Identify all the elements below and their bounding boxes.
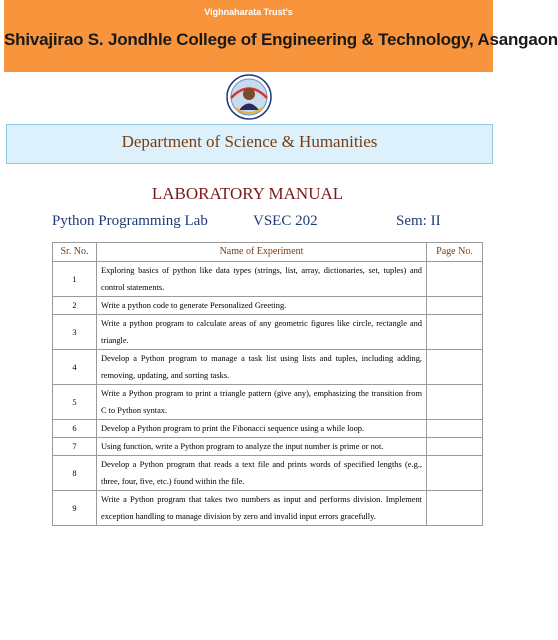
page-no-cell bbox=[427, 297, 483, 315]
table-row bbox=[53, 297, 483, 315]
course-code: VSEC 202 bbox=[253, 213, 318, 229]
trust-name: Vighnaharata Trust's bbox=[204, 7, 293, 17]
experiment-name-cell: Write a python code to generate Personalized Greeting. bbox=[97, 297, 427, 315]
page-no-cell bbox=[427, 385, 483, 420]
manual-title: LABORATORY MANUAL bbox=[151, 184, 344, 203]
experiment-name-cell: Develop a Python program to print the Fibonacci sequence using a while loop. bbox=[97, 420, 427, 438]
table-row bbox=[53, 315, 483, 350]
experiment-name-cell: Write a Python program that takes two numbers as input and performs division. Implement exception handling to manage division by zero and invalid input errors gracefully. bbox=[97, 491, 427, 526]
table-row bbox=[53, 420, 483, 438]
department-title: Department of Science & Humanities bbox=[121, 132, 378, 151]
sr-no-cell: 6 bbox=[53, 420, 97, 438]
sr-no-cell: 7 bbox=[53, 438, 97, 456]
course-semester: Sem: II bbox=[396, 213, 441, 229]
sr-no-cell: 8 bbox=[53, 456, 97, 491]
table-header-row bbox=[53, 243, 483, 262]
experiment-name-cell: Using function, write a Python program to analyze the input number is prime or not. bbox=[97, 438, 427, 456]
table-row bbox=[53, 438, 483, 456]
experiment-name-cell: Exploring basics of python like data types (strings, list, array, dictionaries, set, tuples) and control statements. bbox=[97, 262, 427, 297]
sr-no-cell: 9 bbox=[53, 491, 97, 526]
experiment-name-cell: Develop a Python program to manage a task list using lists and tuples, including adding, removing, updating, and sorting tasks. bbox=[97, 350, 427, 385]
table-row bbox=[53, 262, 483, 297]
sr-no-cell: 4 bbox=[53, 350, 97, 385]
table-row bbox=[53, 385, 483, 420]
page-no-cell bbox=[427, 438, 483, 456]
college-name: Shivajirao S. Jondhle College of Engineering & Technology, Asangaon bbox=[4, 30, 558, 49]
experiment-name-cell: Write a Python program to print a triangle pattern (give any), emphasizing the transition from C to Python syntax. bbox=[97, 385, 427, 420]
table-row bbox=[53, 491, 483, 526]
table-row bbox=[53, 350, 483, 385]
page-no-cell bbox=[427, 456, 483, 491]
sr-no-cell: 5 bbox=[53, 385, 97, 420]
sr-no-cell: 1 bbox=[53, 262, 97, 297]
college-emblem-icon bbox=[226, 74, 272, 120]
sr-no-cell: 3 bbox=[53, 315, 97, 350]
page-no-cell bbox=[427, 491, 483, 526]
header-experiment-name: Name of Experiment bbox=[97, 243, 427, 262]
page-no-cell bbox=[427, 420, 483, 438]
header-sr-no: Sr. No. bbox=[53, 243, 97, 262]
page-no-cell bbox=[427, 262, 483, 297]
page-no-cell bbox=[427, 350, 483, 385]
header-page-no: Page No. bbox=[427, 243, 483, 262]
experiment-name-cell: Develop a Python program that reads a text file and prints words of specified lengths (e.g., three, four, five, etc.) found within the file. bbox=[97, 456, 427, 491]
experiment-table bbox=[52, 242, 483, 526]
experiment-name-cell: Write a python program to calculate areas of any geometric figures like circle, rectangle and triangle. bbox=[97, 315, 427, 350]
course-subject: Python Programming Lab bbox=[52, 213, 208, 229]
sr-no-cell: 2 bbox=[53, 297, 97, 315]
department-band bbox=[6, 124, 493, 164]
page-no-cell bbox=[427, 315, 483, 350]
header-banner bbox=[4, 0, 558, 72]
table-row bbox=[53, 456, 483, 491]
